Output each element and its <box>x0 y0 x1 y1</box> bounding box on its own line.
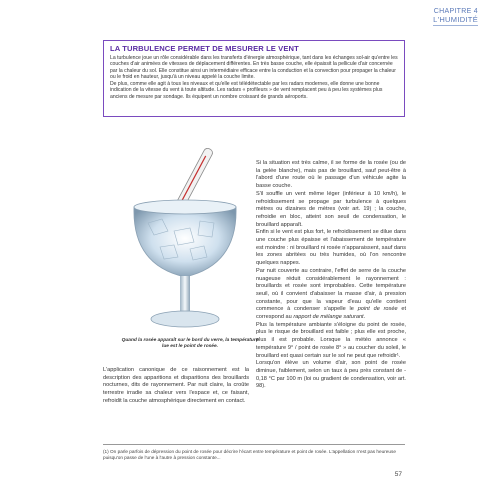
p4-term-1: point de rosée <box>357 306 398 313</box>
p4-text-c: . <box>363 314 366 321</box>
box-paragraph-2: De plus, comme elle agit à tous les niveaux et qu'elle est télédétectable par les radars modernes, elle donne une bonne indication de la vitesse du vent à toute altitude. Les radars « profileurs » de vent remplacent peu à peu les systèmes plus anciens de mesure par sondage. Ils équipent un nombre croissant de grands aéroports. <box>110 81 383 100</box>
p4-term-2: rapport de mélange saturant <box>293 314 364 321</box>
page-header <box>433 8 478 26</box>
right-column <box>256 160 406 391</box>
footnote-divider <box>103 444 405 445</box>
box-paragraph-1: La turbulence joue un rôle considérable dans les transferts d'énergie atmosphérique, tant dans les échanges sol-air qu'entre les couches d'air animées de vitesses de déplacement différentes. En très basse couche, elle épaissit la pellicule d'air concernée par la chaleur du sol. Elle constitue ainsi un intermédiaire efficace entre la conduction et la convection pour propager la chaleur ou le froid en hauteur, jusqu'à un niveau appelé la couche limite. <box>110 55 398 80</box>
sidebar-box <box>103 40 405 117</box>
p4-text-b: et correspond au <box>256 306 406 321</box>
right-paragraph-5: Plus la température ambiante s'éloigne du point de rosée, plus le risque de brouillard est faible ; plus elle est proche, plus il est probable. Lorsque la météo annonce « température 9° / point de rosée 8° » au coucher du soleil, le brouillard est quasi certain sur le sol ne peut que refroidir¹. <box>256 321 406 359</box>
right-paragraph-3: Enfin si le vent est plus fort, le refroidissement se dilue dans une couche plus épaisse et l'abaissement de température est moindre : ni brouillard ni rosée n'apparaissent, sauf dans les zones abritées ou très humides, où l'on rencontre quelques nappes. <box>256 229 406 267</box>
chapter-label: CHAPITRE 4 <box>433 8 478 15</box>
footnote: (1) On parle parfois de dépression du point de rosée pour décrire l'écart entre température et point de rosée. L'appellation n'est pas heureuse puisqu'on passe de l'une à l'autre à pression constante... <box>103 449 396 460</box>
right-paragraph-2: S'il souffle un vent même léger (inférieur à 10 km/h), le refroidissement se propage par turbulence à quelques mètres ou dizaines de mètres (voir art. 19) ; la couche, refroidie en bloc, atteint son seuil de condensation, le brouillard apparaît. <box>256 190 406 228</box>
left-paragraph: L'application canonique de ce raisonnement est la description des apparitions et disparitions des brouillards nocturnes, dits de rayonnement. Par nuit claire, la croûte terrestre irradie sa chaleur vers l'espace et, ce faisant, refroidit la couche atmosphérique directement en contact. <box>103 367 249 404</box>
right-paragraph-6: Lorsqu'on élève un volume d'air, son point de rosée diminue, faiblement, selon un taux à peu près constant de - 0,18 °C par 100 m (loi ou gradient de condensation, voir art. 98). <box>256 360 406 390</box>
box-title: LA TURBULENCE PERMET DE MESURER LE VENT <box>110 44 299 53</box>
left-column <box>103 367 249 406</box>
right-paragraph-4 <box>256 268 406 322</box>
right-paragraph-1: Si la situation est très calme, il se forme de la rosée (ou de la gelée blanche), mais pas de brouillard, sauf peut-être à l'abord d'une route où le passage d'un véhicule agite la basse couche. <box>256 160 406 190</box>
p4-text-a: Par nuit couverte au contraire, l'effet de serre de la couche nuageuse réduit considérablement le rayonnement : brouillards et rosée sont improbables. Cette température seuil, où il convient d'abaisser la masse d'air, à pression constante, pour que la vapeur d'eau qu'elle contient commence à condenser s'appelle le <box>256 267 406 313</box>
figure-caption: Quand la rosée apparaît sur le bord du verre, la température lue est le point de rosée. <box>121 338 259 349</box>
chapter-title: L'HUMIDITÉ <box>433 15 478 24</box>
page-number: 57 <box>394 471 402 478</box>
glass-photo <box>120 137 250 335</box>
